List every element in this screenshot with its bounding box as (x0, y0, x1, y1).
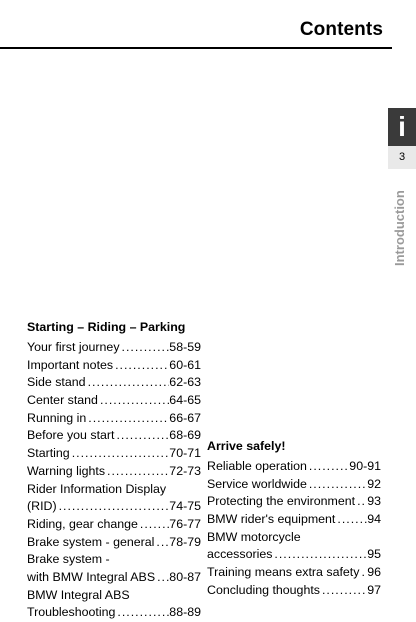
dot-leader (355, 493, 367, 511)
toc-entry-pages: 70-71 (169, 446, 201, 461)
toc-entry-title: Troubleshooting (27, 605, 116, 620)
toc-entry-title-line: BMW Integral ABS (27, 587, 130, 602)
toc-entry-title: with BMW Integral ABS (27, 569, 156, 584)
toc-entry[interactable] (27, 445, 201, 463)
toc-entry-title: Riding, gear change (27, 516, 138, 531)
toc-entry-title: Center stand (27, 393, 98, 408)
dot-leader (86, 374, 170, 392)
toc-entry-pages: 74-75 (169, 499, 201, 514)
page-number: 3 (388, 146, 416, 169)
toc-entry-pages: 94 (367, 512, 381, 527)
toc-entry-pages: 64-65 (169, 393, 201, 408)
toc-entry[interactable] (27, 410, 201, 428)
toc-entry[interactable] (27, 604, 201, 622)
toc-entry-pages: 78-79 (169, 534, 201, 549)
dot-leader (98, 392, 169, 410)
toc-entry[interactable] (27, 534, 201, 552)
toc-entries (27, 339, 201, 622)
section-tab (388, 108, 416, 169)
toc-entry-title: Before you start (27, 428, 115, 443)
toc-entry-title: Important notes (27, 357, 114, 372)
toc-entry-pages: 76-77 (169, 516, 201, 531)
dot-leader (120, 339, 170, 357)
dot-leader (86, 410, 169, 428)
toc-entry-pages: 96 (367, 565, 381, 580)
header-divider (0, 47, 392, 49)
toc-entry-pages: 68-69 (169, 428, 201, 443)
toc-entry[interactable] (207, 476, 381, 494)
toc-entry-title: Training means extra safety (207, 565, 360, 580)
toc-entry[interactable] (207, 493, 381, 511)
toc-entry[interactable] (27, 498, 201, 516)
toc-entry-pages: 93 (367, 494, 381, 509)
toc-entry-title: Reliable operation (207, 459, 307, 473)
toc-entry[interactable] (207, 546, 381, 564)
dot-leader (307, 458, 349, 476)
toc-entry[interactable] (27, 374, 201, 392)
toc-entry-pages: 58-59 (169, 340, 201, 354)
toc-entry-pages: 88-89 (169, 605, 201, 620)
toc-entry-title: Running in (27, 410, 87, 425)
toc-section-heading: Arrive safely! (207, 439, 286, 453)
dot-leader (154, 534, 169, 552)
toc-entry-title-line: Rider Information Display (27, 481, 167, 496)
toc-entry-title: Your first journey (27, 340, 120, 354)
toc-entry-pages: 62-63 (169, 375, 201, 390)
toc-entry-title: Brake system - general (27, 534, 155, 549)
toc-entry[interactable] (27, 516, 201, 534)
toc-entry[interactable] (27, 357, 201, 375)
toc-column-right (207, 438, 381, 600)
toc-entry-pages: 66-67 (169, 410, 201, 425)
toc-entry-title: Concluding thoughts (207, 582, 320, 597)
section-label: Introduction (392, 190, 407, 266)
toc-entry[interactable] (27, 392, 201, 410)
toc-entry-title: accessories (207, 547, 273, 562)
toc-entry[interactable] (207, 458, 381, 476)
dot-leader (57, 498, 170, 516)
toc-entry[interactable] (27, 463, 201, 481)
info-icon: i (398, 111, 406, 142)
toc-entry[interactable] (27, 569, 201, 587)
toc-entry-pages: 90-91 (349, 459, 381, 473)
toc-entry-title: Service worldwide (207, 476, 307, 491)
toc-entry-title-line: BMW motorcycle (207, 529, 301, 544)
toc-section-heading: Starting – Riding – Parking (27, 320, 186, 334)
toc-entry-pages: 60-61 (169, 357, 201, 372)
toc-entry-title: BMW rider's equipment (207, 512, 336, 527)
toc-entry-title: Protecting the environment (207, 494, 356, 509)
dot-leader (335, 511, 367, 529)
dot-leader (307, 476, 367, 494)
toc-entry[interactable] (207, 511, 381, 529)
dot-leader (70, 445, 170, 463)
toc-entries (207, 458, 381, 600)
dot-leader (105, 463, 169, 481)
toc-entry-pages: 72-73 (169, 463, 201, 478)
toc-column-left (27, 319, 201, 622)
toc-entry[interactable] (27, 339, 201, 357)
toc-entry[interactable] (207, 564, 381, 582)
toc-entry-title: (RID) (27, 499, 57, 514)
dot-leader (115, 604, 169, 622)
dot-leader (113, 357, 169, 375)
toc-entry-title: Starting (27, 446, 70, 461)
toc-entry-pages: 92 (367, 476, 381, 491)
toc-entry-title: Side stand (27, 375, 86, 390)
toc-entry-title-line: Brake system - (27, 552, 110, 567)
toc-entry[interactable] (27, 427, 201, 445)
dot-leader (272, 546, 367, 564)
toc-entry-pages: 97 (367, 582, 381, 597)
dot-leader (138, 516, 169, 534)
dot-leader (155, 569, 169, 587)
dot-leader (359, 564, 367, 582)
toc-entry-pages: 95 (367, 547, 381, 562)
toc-entry-pages: 80-87 (169, 569, 201, 584)
toc-entry-title: Warning lights (27, 463, 106, 478)
page-title: Contents (299, 19, 383, 40)
dot-leader (114, 427, 169, 445)
